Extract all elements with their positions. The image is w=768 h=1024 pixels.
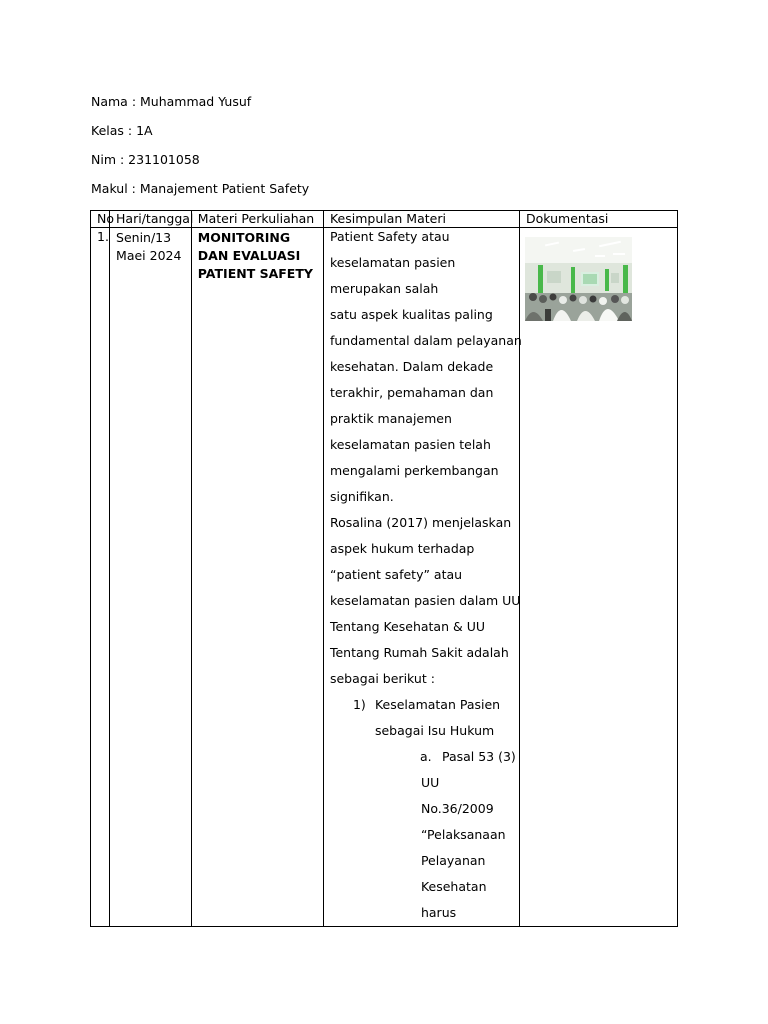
summary-line: praktik manajemen — [329, 411, 452, 426]
summary-line: keselamatan pasien — [329, 255, 456, 270]
list-item — [330, 692, 513, 718]
row-date-line2: Maei 2024 — [116, 248, 182, 263]
row-date — [110, 228, 192, 927]
summary-line: fundamental dalam pelayanan — [329, 333, 522, 348]
summary-line: aspek hukum terhadap — [329, 541, 475, 556]
student-id: Nim : 231101058 — [91, 152, 200, 167]
summary-line: merupakan salah — [329, 281, 439, 296]
summary-text — [329, 224, 522, 926]
lecture-journal-table — [90, 210, 678, 927]
sub-list-text: No.36/2009 — [420, 801, 494, 816]
sub-list-marker: a. — [419, 749, 432, 764]
summary-line: keselamatan pasien telah — [329, 437, 491, 452]
list-item-text: sebagai Isu Hukum — [374, 723, 495, 738]
summary-line: Patient Safety atau — [329, 229, 450, 244]
student-class: Kelas : 1A — [91, 123, 153, 138]
classroom-lecture-photo — [525, 237, 632, 321]
summary-line: sebagai berikut : — [329, 671, 435, 686]
header-materi: Materi Perkuliahan — [191, 211, 323, 228]
sub-list-text: “Pelaksanaan — [420, 827, 506, 842]
sub-list-text: Kesehatan — [420, 879, 487, 894]
row-date-line1: Senin/13 — [116, 230, 172, 245]
course-name: Makul : Manajement Patient Safety — [91, 181, 310, 196]
summary-line: mengalami perkembangan — [329, 463, 499, 478]
summary-line: satu aspek kualitas paling — [329, 307, 493, 322]
table-row — [91, 228, 678, 927]
list-item-text: Keselamatan Pasien — [374, 697, 501, 712]
materi-title: MONITORING DAN EVALUASI PATIENT SAFETY — [197, 230, 313, 281]
row-kesimpulan — [323, 228, 522, 927]
student-name: Nama : Muhammad Yusuf — [91, 94, 252, 109]
summary-line: kesehatan. Dalam dekade — [329, 359, 494, 374]
row-materi — [191, 228, 323, 927]
summary-line: Tentang Kesehatan & UU — [329, 619, 486, 634]
sub-list-item — [330, 744, 516, 770]
sub-list-text: harus — [420, 905, 457, 920]
summary-line: terakhir, pemahaman dan — [329, 385, 494, 400]
row-no: 1. — [91, 228, 110, 927]
summary-line: Tentang Rumah Sakit adalah — [329, 645, 509, 660]
list-marker: 1) — [352, 697, 366, 712]
header-dokumentasi: Dokumentasi — [520, 211, 678, 228]
summary-line: signifikan. — [329, 489, 394, 504]
row-dokumentasi — [520, 228, 678, 927]
summary-line: keselamatan pasien dalam UU — [329, 593, 521, 608]
sub-list-text: Pelayanan — [420, 853, 486, 868]
header-date: Hari/tanggal — [110, 211, 192, 228]
summary-line: Rosalina (2017) menjelaskan — [329, 515, 512, 530]
header-kesimpulan: Kesimpulan Materi — [323, 211, 519, 228]
sub-list-text: Pasal 53 (3) — [441, 749, 516, 764]
summary-line: “patient safety” atau — [329, 567, 463, 582]
sub-list-text: UU — [420, 775, 440, 790]
header-no: No — [91, 211, 110, 228]
